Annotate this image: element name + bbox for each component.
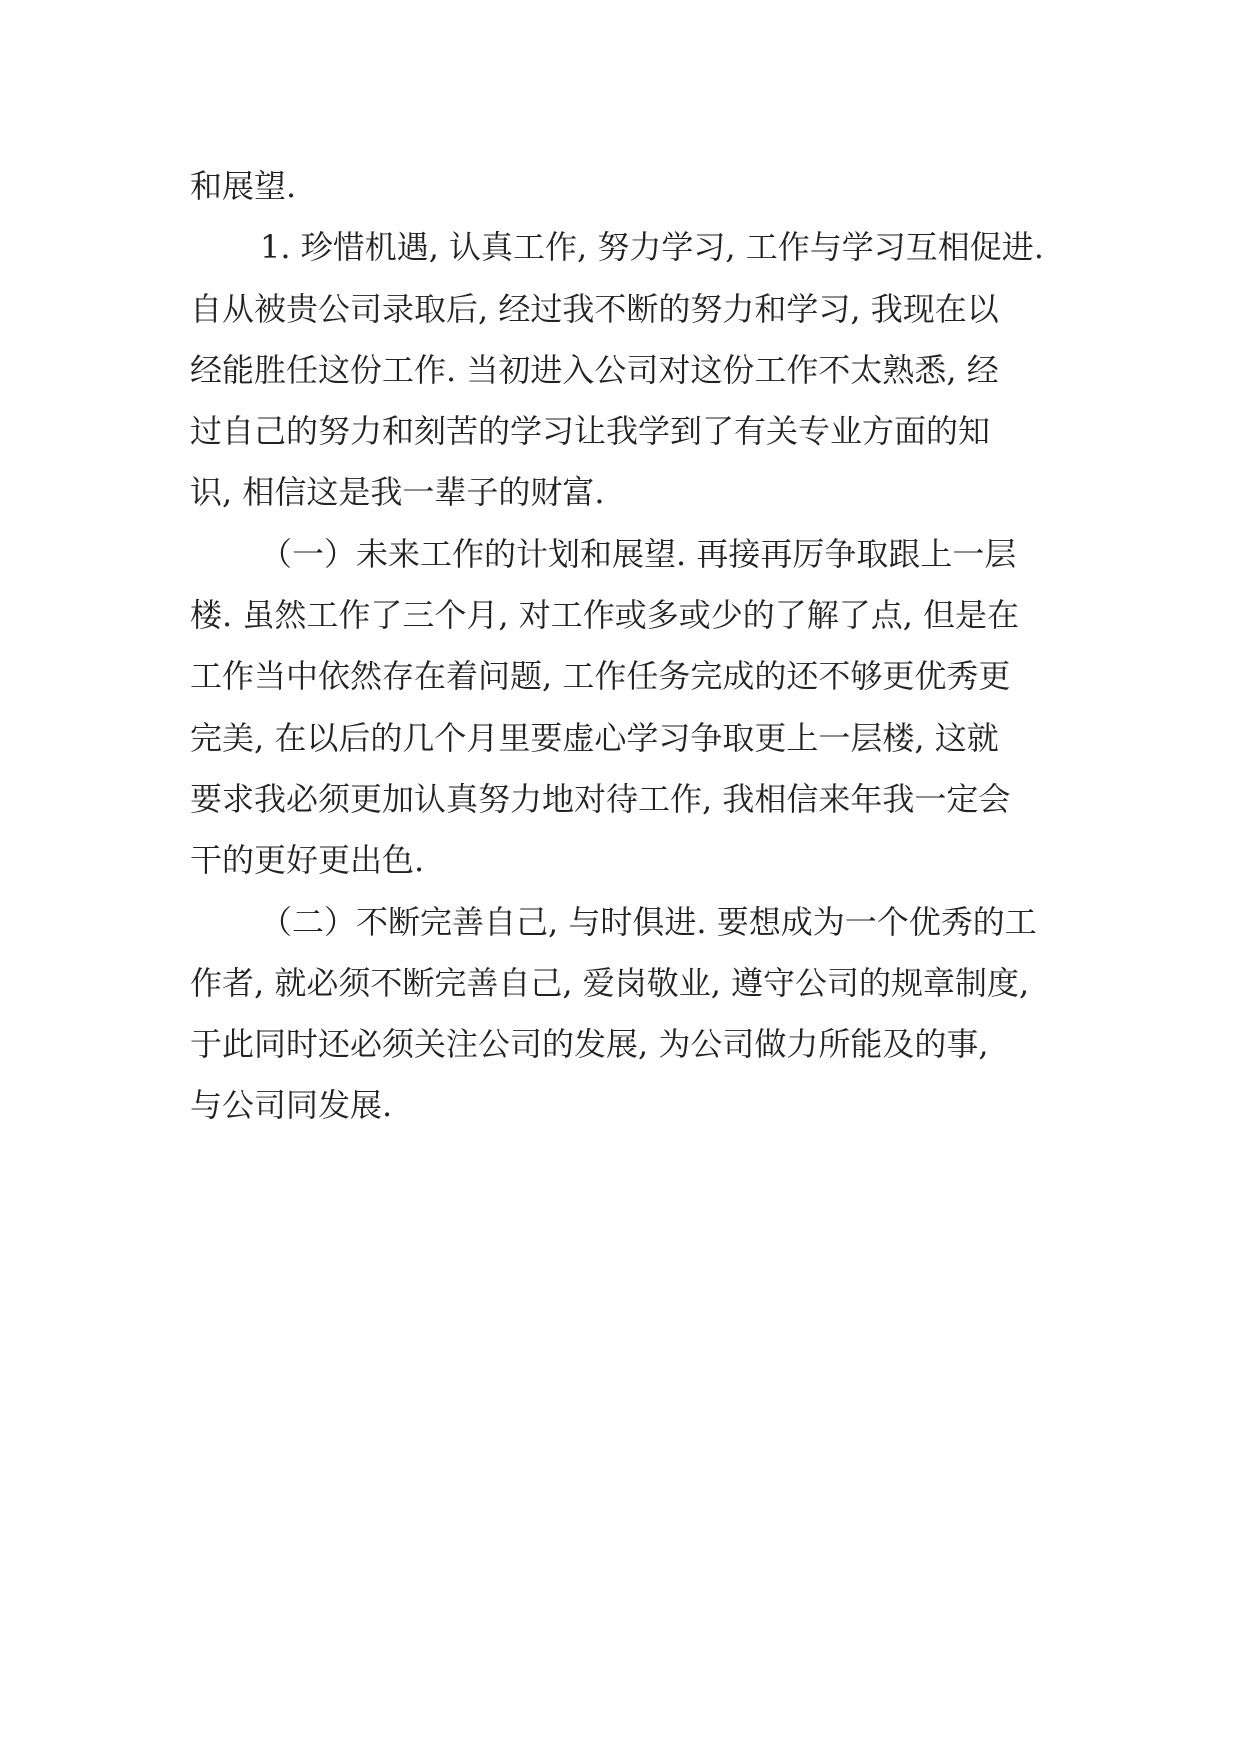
text-line: 1. 珍惜机遇, 认真工作, 努力学习, 工作与学习互相促进. (260, 228, 1044, 267)
text-line: 经能胜任这份工作. 当初进入公司对这份工作不太熟悉, 经 (190, 350, 999, 389)
text-line: 完美, 在以后的几个月里要虚心学习争取更上一层楼, 这就 (190, 718, 999, 757)
text-line: 要求我必须更加认真努力地对待工作, 我相信来年我一定会 (190, 779, 1011, 818)
text-line: 与公司同发展. (190, 1086, 393, 1125)
text-line: 干的更好更出色. (190, 841, 425, 880)
text-line: 于此同时还必须关注公司的发展, 为公司做力所能及的事, (190, 1025, 989, 1064)
text-line: 过自己的努力和刻苦的学习让我学到了有关专业方面的知 (190, 412, 991, 451)
document-body (190, 156, 1060, 1137)
text-line: （一）未来工作的计划和展望. 再接再厉争取跟上一层 (260, 534, 1017, 573)
text-line: 作者, 就必须不断完善自己, 爱岗敬业, 遵守公司的规章制度, (190, 963, 1030, 1002)
text-line: （二）不断完善自己, 与时俱进. 要想成为一个优秀的工 (260, 902, 1037, 941)
text-line: 楼. 虽然工作了三个月, 对工作或多或少的了解了点, 但是在 (190, 596, 1020, 635)
text-line: 自从被贵公司录取后, 经过我不断的努力和学习, 我现在以 (190, 289, 999, 328)
text-line: 和展望. (190, 167, 297, 205)
text-line: 识, 相信这是我一辈子的财富. (190, 473, 605, 512)
text-line: 工作当中依然存在着问题, 工作任务完成的还不够更优秀更 (190, 657, 1011, 696)
